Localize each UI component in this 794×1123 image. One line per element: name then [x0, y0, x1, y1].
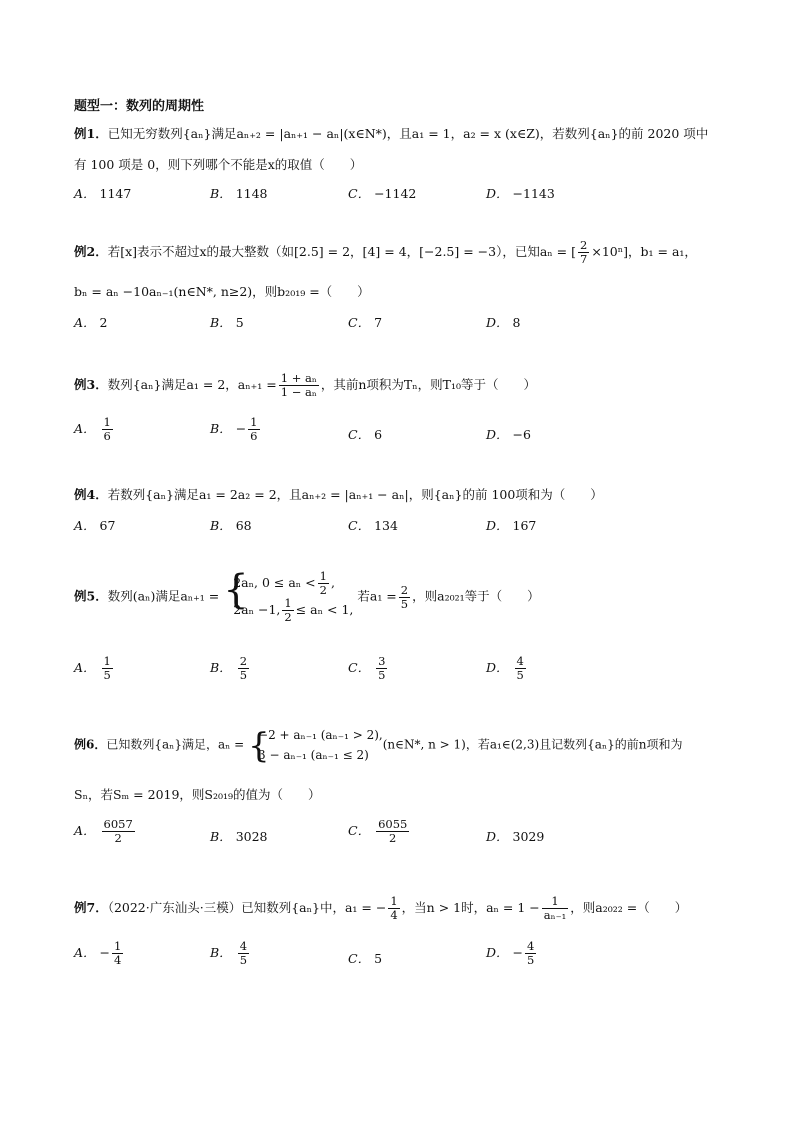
ex6-line2: Sₙ，若Sₘ = 2019，则S₂₀₁₉的值为（ ） — [74, 787, 321, 802]
ex4-option-d[interactable]: D． 167 — [486, 518, 537, 533]
ex7-label: 例7． — [74, 900, 108, 915]
ex2-option-b[interactable]: B． 5 — [210, 315, 244, 330]
ex3-option-d[interactable]: D． −6 — [486, 427, 531, 442]
ex1-options — [74, 184, 714, 206]
ex5-label: 例5． — [74, 588, 108, 604]
ex5-option-a[interactable]: A． $\frac{1}{5}$ — [74, 654, 111, 682]
ex4-option-b[interactable]: B． 68 — [210, 518, 252, 533]
ex6-option-b[interactable]: B． 3028 — [210, 829, 268, 844]
ex6-line1: 例6．已知数列{aₙ}满足，aₙ = { −2 + aₙ₋₁ (aₙ₋₁ > 2), 3 − aₙ₋₁ (aₙ₋₁ ≤ 2) (n∈N*, n > 1)，若a₁∈(2,3)且记数列{aₙ}的前n项和为 — [74, 726, 683, 766]
ex5-option-c[interactable]: C． $\frac{3}{5}$ — [348, 654, 386, 682]
ex1-label: 例1． — [74, 126, 108, 141]
ex2-line1: 例2．若[x]表示不超过x的最大整数（如[2.5] = 2，[4] = 4，[−2.5] = −3），已知aₙ = [ $\frac{2}{7}$ ×10ⁿ]，b₁ = a₁， — [74, 238, 697, 266]
ex4-option-c[interactable]: C． 134 — [348, 518, 398, 533]
ex1-line2: 有 100 项是 0，则下列哪个不能是x的取值（ ） — [74, 157, 363, 172]
ex3-option-c[interactable]: C． 6 — [348, 427, 383, 442]
ex5-brace: { — [223, 567, 249, 613]
ex7-option-b[interactable]: B． $\frac{4}{5}$ — [210, 939, 248, 967]
ex2-option-a[interactable]: A． 2 — [74, 315, 108, 330]
ex1-option-b[interactable]: B． 1148 — [210, 186, 268, 201]
ex7-option-a[interactable]: A． − $\frac{1}{4}$ — [74, 939, 122, 967]
section-title: 题型一：数列的周期性 — [74, 99, 205, 114]
ex7-option-d[interactable]: D． − $\frac{4}{5}$ — [486, 939, 535, 967]
ex5-option-d[interactable]: D． $\frac{4}{5}$ — [486, 654, 524, 682]
ex3-line1: 例3．数列{aₙ}满足a₁ = 2，aₙ₊₁ = $\frac{\text{1 + aₙ}}{\text{1 − aₙ}}$ ，其前n项积为Tₙ，则T₁₀等于（ ） — [74, 371, 536, 399]
ex4-option-a[interactable]: A． 67 — [74, 518, 116, 533]
ex1-option-a[interactable]: A． 1147 — [74, 186, 132, 201]
ex5-line1: 例5．数列(aₙ)满足aₙ₊₁ = { 2aₙ, 0 ≤ aₙ < $\frac{1}{2}$ , 2aₙ −1, $\frac{1}{2}$ ≤ aₙ < 1, 若a₁ = $\frac{2}{5}$ ，则a₂₀₂₁等于（ ） — [74, 567, 540, 624]
ex2-label: 例2． — [74, 244, 108, 259]
ex6-label: 例6． — [74, 737, 107, 752]
ex2-options — [74, 313, 714, 335]
ex2-fraction: $\frac{2}{7}$ — [580, 238, 588, 266]
ex3-label: 例3． — [74, 377, 108, 392]
ex5-options — [74, 655, 714, 691]
ex1-option-c[interactable]: C． −1142 — [348, 186, 417, 201]
ex1-text1: 已知无穷数列{aₙ}满足aₙ₊₂ = |aₙ₊₁ − aₙ|(x∈N*)，且a₁ = 1，a₂ = x (x∈Z)，若数列{aₙ}的前 2020 项中 — [107, 126, 709, 141]
ex6-options — [74, 818, 714, 856]
ex4-line1: 例4．若数列{aₙ}满足a₁ = 2a₂ = 2，且aₙ₊₂ = |aₙ₊₁ − aₙ|，则{aₙ}的前 100项和为（ ） — [74, 487, 603, 502]
ex4-label: 例4． — [74, 487, 108, 502]
ex1-option-d[interactable]: D． −1143 — [486, 186, 555, 201]
ex3-option-a[interactable]: A． $\frac{1}{6}$ — [74, 415, 111, 443]
ex7-options — [74, 940, 714, 976]
ex2-option-c[interactable]: C． 7 — [348, 315, 383, 330]
ex2-line2: bₙ = aₙ −10aₙ₋₁(n∈N*, n≥2)，则b₂₀₁₉ =（ ） — [74, 284, 370, 299]
ex7-option-c[interactable]: C． 5 — [348, 951, 383, 966]
ex3-fraction: $\frac{\text{1 + aₙ}}{\text{1 − aₙ}}$ — [280, 371, 317, 399]
ex5-piecewise: { 2aₙ, 0 ≤ aₙ < $\frac{1}{2}$ , 2aₙ −1, $\frac{1}{2}$ ≤ aₙ < 1, — [223, 567, 354, 624]
ex6-option-a[interactable]: A． $\frac{6057}{2}$ — [74, 817, 133, 845]
ex6-option-c[interactable]: C． $\frac{6055}{2}$ — [348, 817, 408, 845]
ex7-line1: 例7．（2022·广东汕头·三模）已知数列{aₙ}中，a₁ = − $\frac{1}{4}$ ，当n > 1时，aₙ = 1 − $\frac{1}{\text{aₙ₋₁}}$ ，则a₂₀₂₂ =（ ） — [74, 894, 688, 922]
ex4-options — [74, 516, 714, 538]
ex1-line1 — [74, 125, 708, 143]
ex6-option-d[interactable]: D． 3029 — [486, 829, 545, 844]
ex5-option-b[interactable]: B． $\frac{2}{5}$ — [210, 654, 248, 682]
ex3-option-b[interactable]: B． − $\frac{1}{6}$ — [210, 415, 258, 443]
ex6-piecewise: { −2 + aₙ₋₁ (aₙ₋₁ > 2), 3 − aₙ₋₁ (aₙ₋₁ ≤ 2) — [248, 726, 383, 766]
ex2-option-d[interactable]: D． 8 — [486, 315, 521, 330]
ex6-brace: { — [248, 726, 270, 766]
ex3-options — [74, 416, 714, 452]
